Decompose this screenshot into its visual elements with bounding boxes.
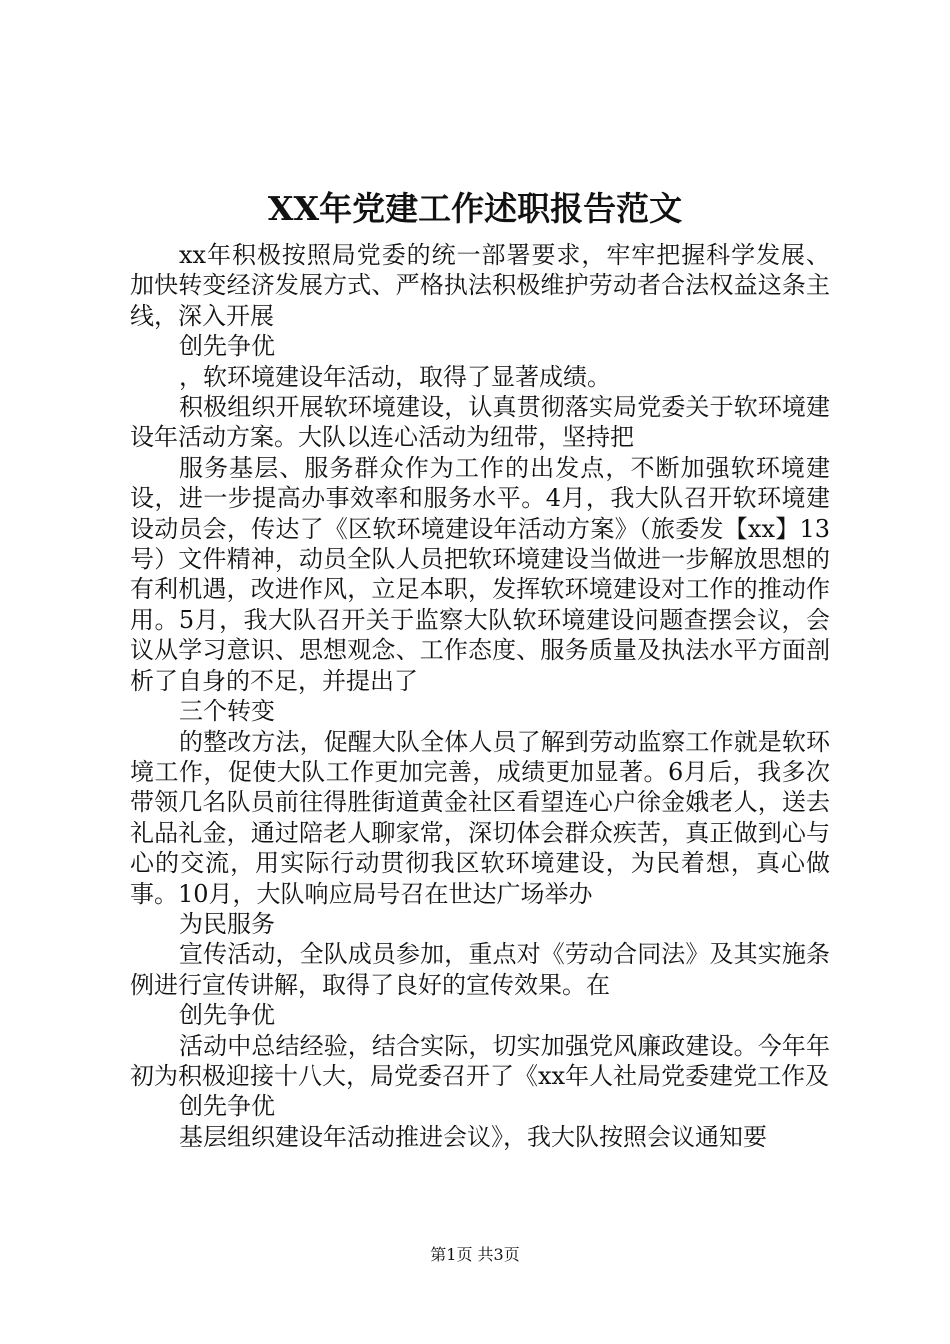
paragraph: 活动中总结经验，结合实际，切实加强党风廉政建设。今年年初为积极迎接十八大，局党委召开了《xx年人社局党委建党工作及 [130,1031,830,1090]
paragraph: 创先争优 [179,1001,275,1030]
document-body [130,240,830,1152]
document-title: XX年党建工作述职报告范文 [267,189,683,228]
page-footer: 第1页 共3页 [430,1245,520,1264]
paragraph: 为民服务 [179,909,275,938]
paragraph: 三个转变 [179,697,275,726]
paragraph: 的整改方法，促醒大队全体人员了解到劳动监察工作就是软环境工作，促使大队工作更加完善，成绩更加显著。6月后，我多次带领几名队员前往得胜街道黄金社区看望连心户徐金娥老人，送去礼品礼金，通过陪老人聊家常，深切体会群众疾苦，真正做到心与心的交流，用实际行动贯彻我区软环境建设，为民着想，真心做事。10月，大队响应局号召在世达广场举办 [130,727,830,908]
paragraph: ，软环境建设年活动，取得了显著成绩。 [179,362,611,391]
paragraph: 积极组织开展软环境建设，认真贯彻落实局党委关于软环境建设年活动方案。大队以连心活动为纽带，坚持把 [130,393,830,452]
paragraph: 服务基层、服务群众作为工作的出发点，不断加强软环境建设，进一步提高办事效率和服务水平。4月，我大队召开软环境建设动员会，传达了《区软环境建设年活动方案》（旅委发【xx】13号）文件精神，动员全队人员把软环境建设当做进一步解放思想的有利机遇，改进作风，立足本职，发挥软环境建设对工作的推动作用。5月，我大队召开关于监察大队软环境建设问题查摆会议，会议从学习意识、思想观念、工作态度、服务质量及执法水平方面剖析了自身的不足，并提出了 [130,453,830,695]
paragraph: 基层组织建设年活动推进会议》，我大队按照会议通知要 [179,1122,767,1151]
paragraph: 创先争优 [179,1092,275,1121]
paragraph: 宣传活动，全队成员参加，重点对《劳动合同法》及其实施条例进行宣传讲解，取得了良好的宣传效果。在 [130,940,830,999]
paragraph: xx年积极按照局党委的统一部署要求，牢牢把握科学发展、加快转变经济发展方式、严格执法积极维护劳动者合法权益这条主线，深入开展 [130,241,830,330]
paragraph: 创先争优 [179,332,275,361]
